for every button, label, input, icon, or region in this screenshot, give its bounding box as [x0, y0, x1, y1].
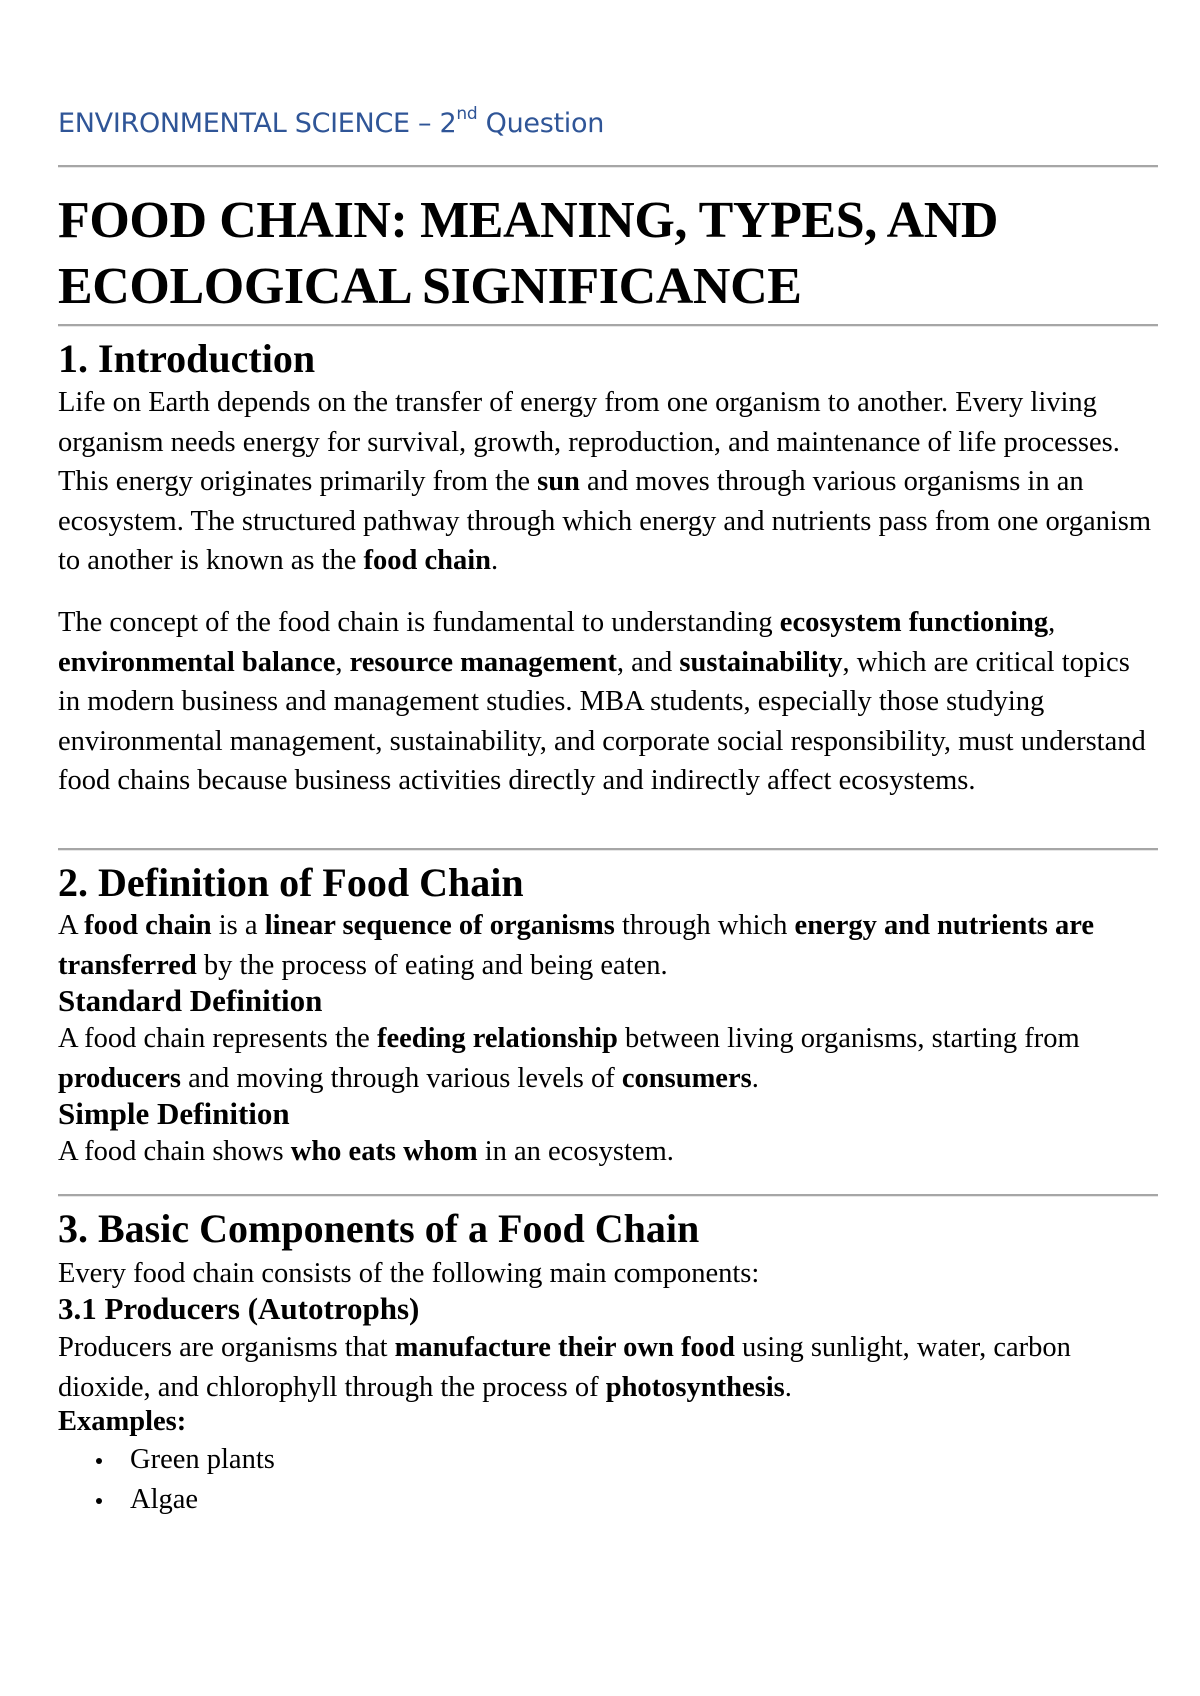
- list-item: Green plants: [58, 1440, 275, 1480]
- producers-paragraph: Producers are organisms that manufacture their own food using sunlight, water, carbon dioxide, and chlorophyll through the process of photosynthesis.: [58, 1332, 1071, 1403]
- section-heading-definition: 2. Definition of Food Chain: [58, 860, 524, 905]
- components-intro: Every food chain consists of the following main components:: [58, 1258, 760, 1289]
- standard-definition-paragraph: A food chain represents the feeding relationship between living organisms, starting from producers and moving through various levels of consumers.: [58, 1023, 1080, 1094]
- horizontal-rule: [58, 165, 1158, 168]
- horizontal-rule: [58, 324, 1158, 327]
- subheading-standard-definition: Standard Definition: [58, 983, 323, 1018]
- examples-list: [58, 1440, 275, 1519]
- definition-paragraph: A food chain is a linear sequence of organisms through which energy and nutrients are transferred by the process of eating and being eaten.: [58, 910, 1095, 981]
- page-title: FOOD CHAIN: MEANING, TYPES, AND ECOLOGICAL SIGNIFICANCE: [58, 192, 999, 315]
- horizontal-rule: [58, 848, 1158, 851]
- section-heading-introduction: 1. Introduction: [58, 336, 316, 381]
- course-header: ENVIRONMENTAL SCIENCE – 2nd Question: [58, 104, 605, 139]
- intro-paragraph-2: The concept of the food chain is fundamental to understanding ecosystem functioning, environmental balance, resource management, and sustainability, which are critical topics in modern business and management studies. MBA students, especially those studying environmental management, sustainability, and corporate social responsibility, must understand food chains because business activities directly and indirectly affect ecosystems.: [58, 607, 1146, 796]
- horizontal-rule: [58, 1194, 1158, 1197]
- subheading-producers: 3.1 Producers (Autotrophs): [58, 1291, 420, 1326]
- intro-paragraph-1: Life on Earth depends on the transfer of energy from one organism to another. Every living organism needs energy for survival, growth, reproduction, and maintenance of life processes. This energy originates primarily from the sun and moves through various organisms in an ecosystem. The structured pathway through which energy and nutrients pass from one organism to another is known as the food chain.: [58, 387, 1152, 576]
- list-item: Algae: [58, 1480, 275, 1520]
- subheading-simple-definition: Simple Definition: [58, 1096, 290, 1131]
- section-heading-components: 3. Basic Components of a Food Chain: [58, 1206, 700, 1251]
- examples-label: Examples:: [58, 1406, 187, 1437]
- simple-definition-paragraph: A food chain shows who eats whom in an ecosystem.: [58, 1136, 674, 1167]
